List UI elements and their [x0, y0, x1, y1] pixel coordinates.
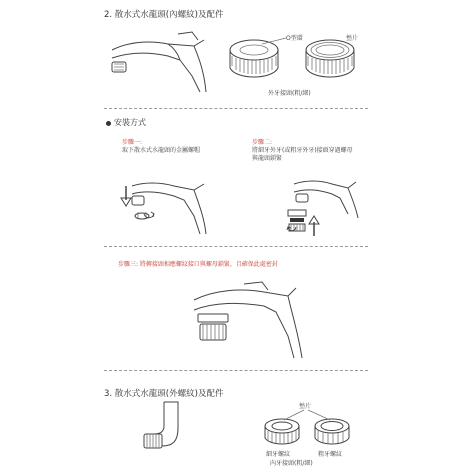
- step-2-description-line-2: 與龍頭鎖緊: [252, 155, 283, 162]
- divider-2: [104, 246, 368, 247]
- step-3-faucet-illustration: [184, 280, 304, 360]
- gasket-label: 墊片: [346, 35, 359, 42]
- o-ring-leader-line: [262, 38, 288, 46]
- external-thread-spout-illustration: [138, 398, 186, 462]
- section-3-gasket-label: 墊片: [299, 403, 312, 410]
- step-1-title: 步驟一:: [122, 139, 143, 146]
- fine-thread-label: 細牙螺紋: [266, 451, 291, 458]
- o-ring-label: O型環: [286, 35, 303, 42]
- step-2-description-line-1: 將細牙外牙(或粗牙外牙)接頭穿過螺母: [252, 147, 353, 154]
- rotate-arrow-icon: [142, 210, 156, 220]
- arrow-up-icon: [308, 214, 320, 236]
- section-3-title: 3. 散水式水龍頭(外螺紋)及配件: [104, 389, 224, 399]
- fine-thread-adapter-illustration: [262, 416, 302, 450]
- bullet-dot-icon: [106, 121, 111, 126]
- step-1-description: 取下散水式水龍頭的金屬螺帽: [122, 147, 201, 154]
- divider-1: [104, 108, 368, 109]
- arrow-down-icon: [120, 186, 132, 208]
- faucet-illustration: [108, 26, 208, 96]
- gasket-adapter-illustration: [302, 36, 362, 86]
- coarse-thread-adapter-illustration: [312, 416, 352, 450]
- section-2-title: 2. 散水式水龍頭(內螺紋)及配件: [104, 10, 224, 20]
- step-2-title: 步驟二:: [252, 139, 273, 146]
- rotate-arrow-icon: [286, 224, 298, 234]
- inner-adapter-label: 內牙接頭(粗/細): [270, 460, 313, 467]
- adapter-label: 外牙接頭(粗/細): [268, 90, 311, 97]
- coarse-thread-label: 粗牙螺紋: [318, 451, 343, 458]
- install-heading: 安裝方式: [114, 118, 146, 127]
- divider-3: [104, 370, 368, 371]
- gasket-leader-lines: [282, 410, 334, 420]
- step-3-text: 步驟三: 將轉接頭相應螺紋接口與螺母鎖緊，且確保此處密封: [118, 261, 278, 268]
